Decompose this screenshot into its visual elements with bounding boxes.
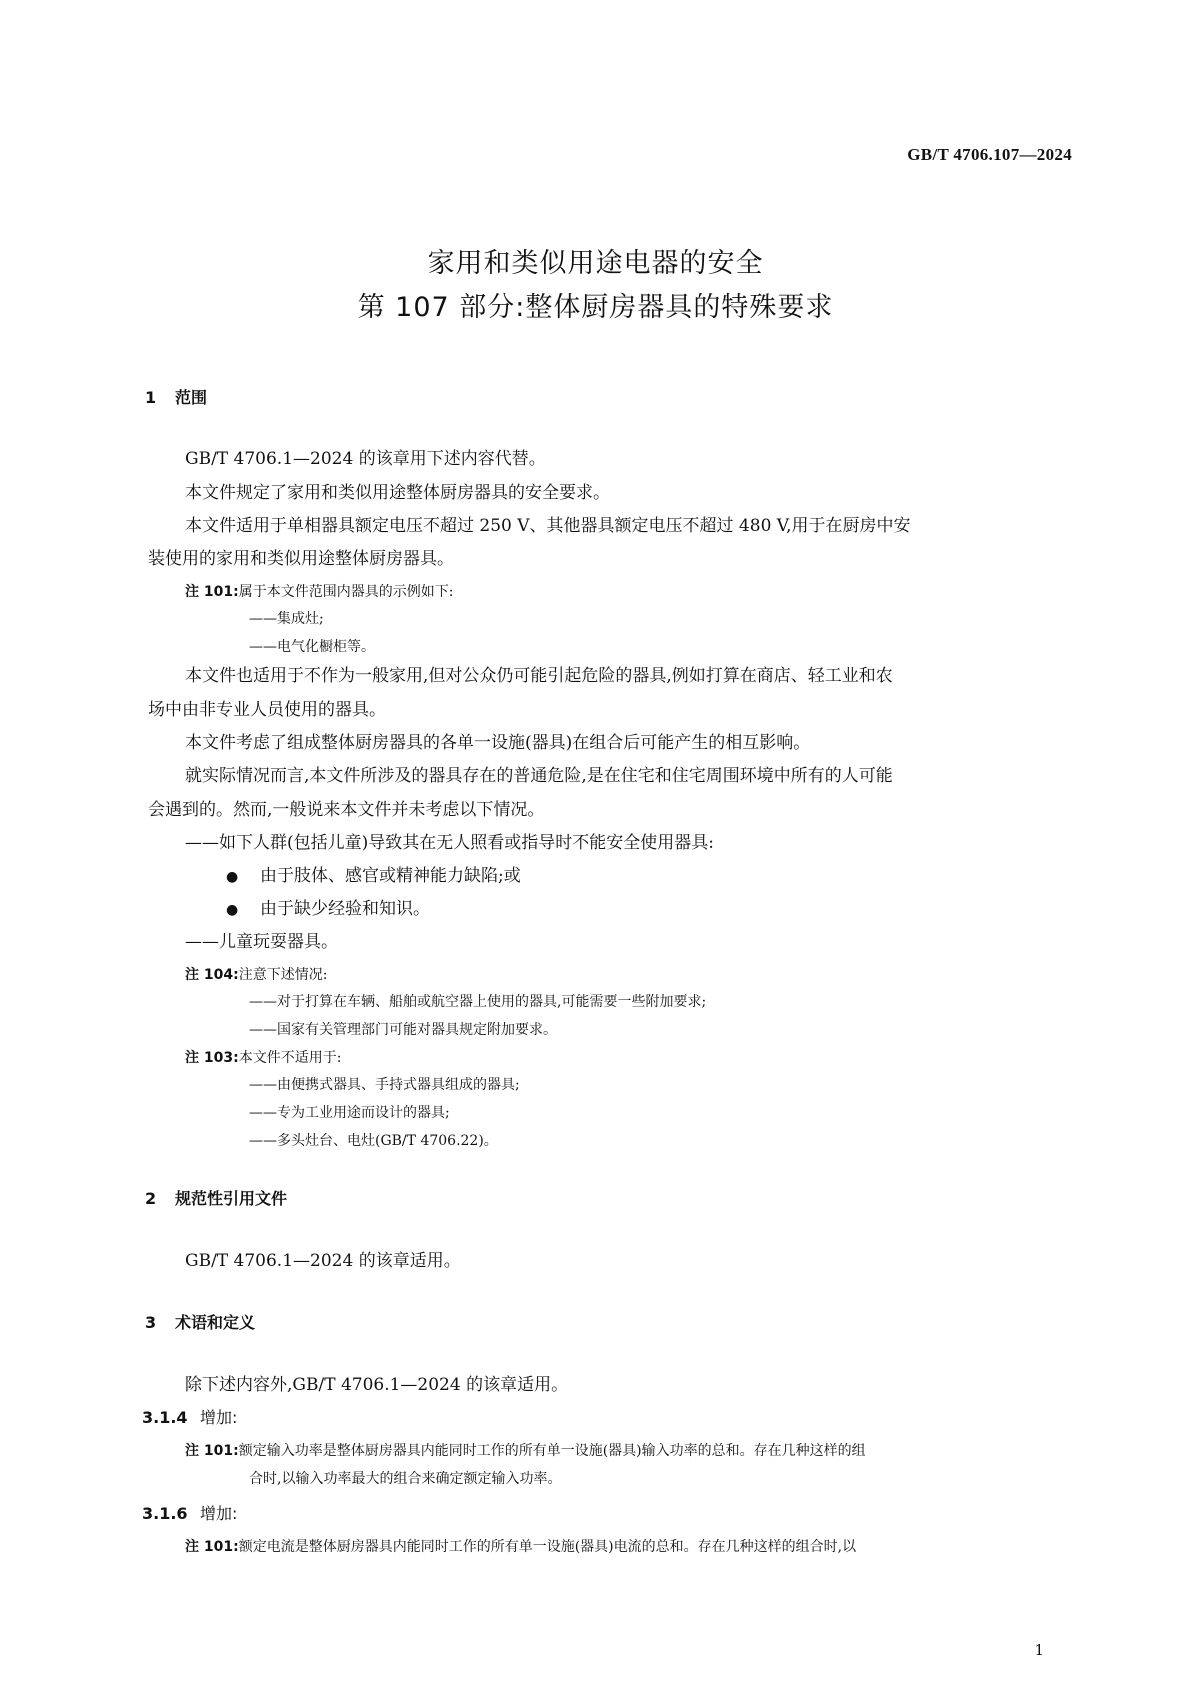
- s1-bullet-text: 由于缺少经验和知识。: [260, 899, 430, 919]
- clause-3-1-4-number: 3.1.4: [142, 1408, 188, 1427]
- note-103-item: ——专为工业用途而设计的器具;: [249, 1105, 450, 1121]
- note-101-item: ——集成灶;: [249, 611, 324, 627]
- s2-paragraph-1: GB/T 4706.1—2024 的该章适用。: [185, 1251, 461, 1271]
- note-101-item: ——电气化橱柜等。: [249, 639, 375, 655]
- section-2-heading: [145, 1191, 287, 1207]
- section-1-heading: [145, 390, 207, 406]
- clause-3-1-4-text: 增加:: [200, 1408, 238, 1427]
- section-1-title: 范围: [175, 388, 208, 407]
- s1-paragraph-4-line1: 本文件也适用于不作为一般家用,但对公众仍可能引起危险的器具,例如打算在商店、轻工业和农: [185, 666, 893, 686]
- clause-3-1-4-note-line2: 合时,以输入功率最大的组合来确定额定输入功率。: [249, 1471, 562, 1487]
- bullet-icon: ●: [226, 902, 239, 918]
- note-103-item: ——由便携式器具、手持式器具组成的器具;: [249, 1077, 520, 1093]
- clause-3-1-6-note-line1: [185, 1540, 856, 1554]
- section-2-title: 规范性引用文件: [175, 1189, 288, 1208]
- s1-bullet-item: [226, 901, 430, 918]
- note-104-item: ——国家有关管理部门可能对器具规定附加要求。: [249, 1022, 557, 1038]
- s1-paragraph-1: GB/T 4706.1—2024 的该章用下述内容代替。: [185, 449, 546, 469]
- s1-bullet-text: 由于肢体、感官或精神能力缺陷;或: [260, 866, 521, 886]
- clause-3-1-6-text: 增加:: [200, 1504, 238, 1523]
- note-101-label: 注 101:: [185, 584, 239, 600]
- document-title-line2: 第 107 部分:整体厨房器具的特殊要求: [357, 292, 834, 323]
- document-title-line1: 家用和类似用途电器的安全: [427, 248, 764, 279]
- clause-3-1-4: [142, 1410, 237, 1426]
- clause-3-1-4-note-line1: [185, 1444, 866, 1458]
- document-code: GB/T 4706.107—2024: [907, 145, 1072, 164]
- note-101-text: 属于本文件范围内器具的示例如下:: [238, 584, 454, 600]
- section-3-title: 术语和定义: [175, 1313, 256, 1332]
- s1-dash-item-1: ——如下人群(包括儿童)导致其在无人照看或指导时不能安全使用器具:: [185, 833, 714, 853]
- s1-paragraph-5: 本文件考虑了组成整体厨房器具的各单一设施(器具)在组合后可能产生的相互影响。: [185, 733, 811, 753]
- note-103-label: 注 103:: [185, 1050, 239, 1066]
- clause-3-1-4-note-label: 注 101:: [185, 1443, 239, 1459]
- note-104: [185, 968, 327, 982]
- s1-paragraph-3-line2: 装使用的家用和类似用途整体厨房器具。: [148, 549, 454, 569]
- note-103-item: ——多头灶台、电灶(GB/T 4706.22)。: [249, 1133, 498, 1149]
- section-1-number: 1: [145, 388, 157, 407]
- s1-paragraph-4-line2: 场中由非专业人员使用的器具。: [148, 700, 386, 720]
- s1-paragraph-6-line2: 会遇到的。然而,一般说来本文件并未考虑以下情况。: [148, 800, 545, 820]
- clause-3-1-6-note-label: 注 101:: [185, 1539, 239, 1555]
- bullet-icon: ●: [226, 869, 239, 885]
- note-103-text: 本文件不适用于:: [238, 1050, 342, 1066]
- clause-3-1-4-note-text: 额定输入功率是整体厨房器具内能同时工作的所有单一设施(器具)输入功率的总和。存在几种这样的组: [238, 1443, 866, 1459]
- s1-bullet-item: [226, 868, 521, 885]
- s1-paragraph-6-line1: 就实际情况而言,本文件所涉及的器具存在的普通危险,是在住宅和住宅周围环境中所有的人可能: [185, 766, 893, 786]
- note-104-text: 注意下述情况:: [238, 967, 328, 983]
- clause-3-1-6-number: 3.1.6: [142, 1504, 188, 1523]
- clause-3-1-6-note-text: 额定电流是整体厨房器具内能同时工作的所有单一设施(器具)电流的总和。存在几种这样的组合时,以: [238, 1539, 857, 1555]
- s1-paragraph-2: 本文件规定了家用和类似用途整体厨房器具的安全要求。: [185, 483, 610, 503]
- note-104-item: ——对于打算在车辆、船舶或航空器上使用的器具,可能需要一些附加要求;: [249, 994, 707, 1010]
- section-3-number: 3: [145, 1313, 157, 1332]
- page-number: 1: [1034, 1641, 1044, 1659]
- section-2-number: 2: [145, 1189, 157, 1208]
- s3-paragraph-1: 除下述内容外,GB/T 4706.1—2024 的该章适用。: [185, 1375, 569, 1395]
- s1-dash-item-2: ——儿童玩耍器具。: [185, 932, 338, 952]
- note-101-scope: [185, 585, 453, 599]
- s1-paragraph-3-line1: 本文件适用于单相器具额定电压不超过 250 V、其他器具额定电压不超过 480 V,用于在厨房中安: [185, 516, 911, 536]
- section-3-heading: [145, 1315, 255, 1331]
- clause-3-1-6: [142, 1506, 237, 1522]
- note-104-label: 注 104:: [185, 967, 239, 983]
- note-103: [185, 1051, 341, 1065]
